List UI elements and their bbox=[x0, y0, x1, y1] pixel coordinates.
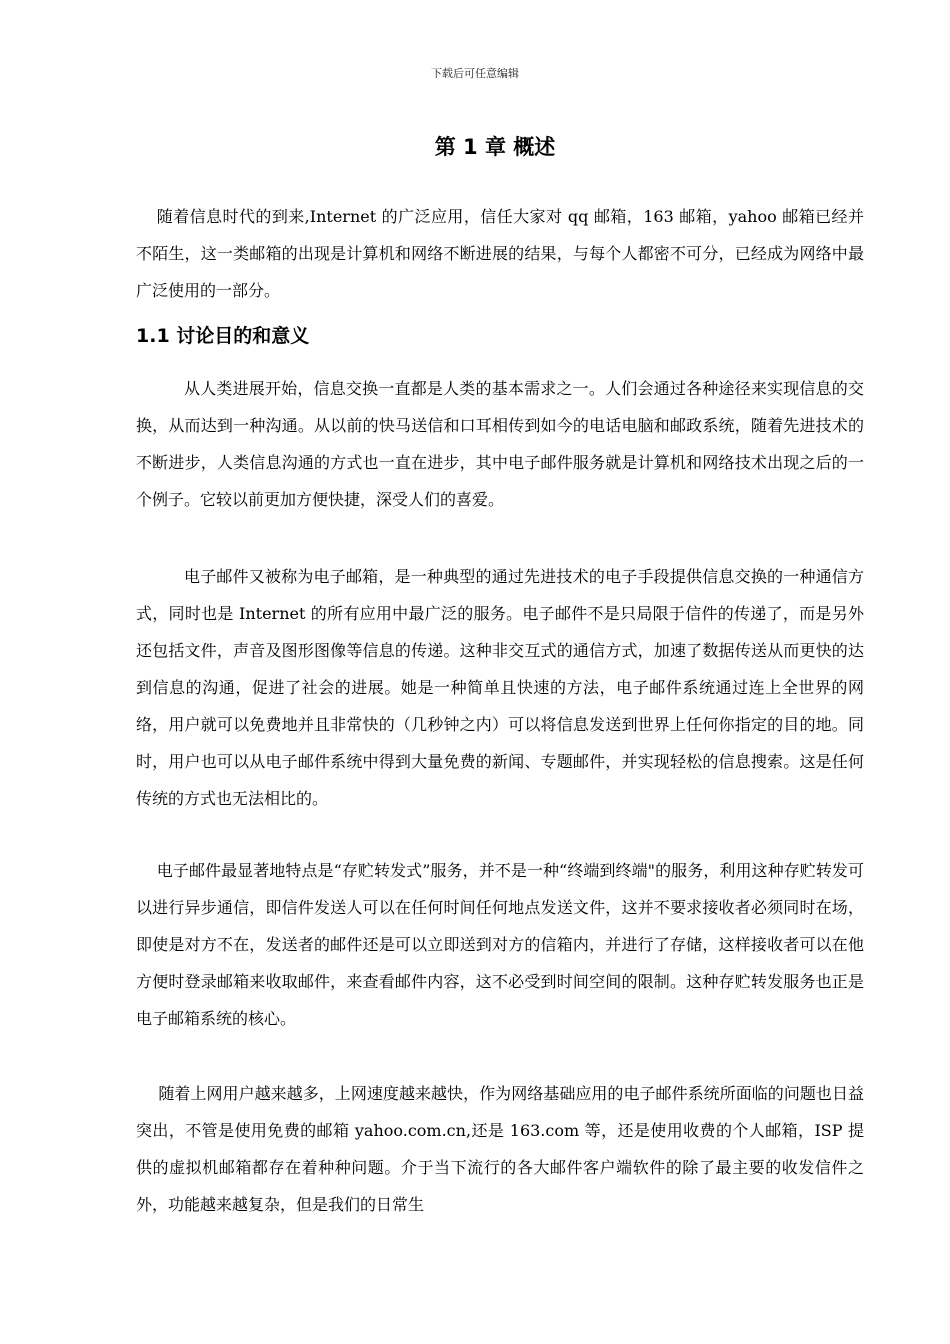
section-title-1-1: 1.1 讨论目的和意义 bbox=[136, 325, 310, 347]
chapter-title: 第 1 章 概述 bbox=[434, 135, 556, 159]
intro-paragraph: 随着信息时代的到来,Internet 的广泛应用，信任大家对 qq 邮箱，163 邮箱，yahoo 邮箱已经并不陌生，这一类邮箱的出现是计算机和网络不断进展的结果，与每个人都密不可分，已经成为网络中最广泛使用的一部分。 bbox=[136, 207, 864, 300]
body-paragraph-1: 从人类进展开始，信息交换一直都是人类的基本需求之一。人们会通过各种途径来实现信息的交换，从而达到一种沟通。从以前的快马送信和口耳相传到如今的电话电脑和邮政系统，随着先进技术的不断进步，人类信息沟通的方式也一直在进步，其中电子邮件服务就是计算机和网络技术出现之后的一个例子。它较以前更加方便快捷，深受人们的喜爱。 bbox=[136, 379, 864, 509]
body-paragraph-4: 随着上网用户越来越多，上网速度越来越快，作为网络基础应用的电子邮件系统所面临的问题也日益突出，不管是使用免费的邮箱 yahoo.com.cn,还是 163.com 等，还是使用收费的个人邮箱，ISP 提供的虚拟机邮箱都存在着种种问题。介于当下流行的各大邮件客户端软件的除了最主要的收发信件之外，功能越来越复杂，但是我们的日常生 bbox=[136, 1084, 864, 1214]
body-paragraph-2: 电子邮件又被称为电子邮箱，是一种典型的通过先进技术的电子手段提供信息交换的一种通信方式，同时也是 Internet 的所有应用中最广泛的服务。电子邮件不是只局限于信件的传递了，而是另外还包括文件，声音及图形图像等信息的传递。这种非交互式的通信方式，加速了数据传送从而更快的达到信息的沟通，促进了社会的进展。她是一种简单且快速的方法，电子邮件系统通过连上全世界的网络，用户就可以免费地并且非常快的（几秒钟之内）可以将信息发送到世界上任何你指定的目的地。同时，用户也可以从电子邮件系统中得到大量免费的新闻、专题邮件，并实现轻松的信息搜索。这是任何传统的方式也无法相比的。 bbox=[136, 567, 864, 808]
body-paragraph-3: 电子邮件最显著地特点是“存贮转发式”服务，并不是一种“终端到终端"的服务，利用这种存贮转发可以进行异步通信，即信件发送人可以在任何时间任何地点发送文件，这并不要求接收者必须同时在场，即使是对方不在，发送者的邮件还是可以立即送到对方的信箱内，并进行了存储，这样接收者可以在他方便时登录邮箱来收取邮件，来查看邮件内容，这不必受到时间空间的限制。这种存贮转发服务也正是电子邮箱系统的核心。 bbox=[136, 861, 864, 1028]
header-note: 下载后可任意编辑 bbox=[431, 67, 519, 80]
